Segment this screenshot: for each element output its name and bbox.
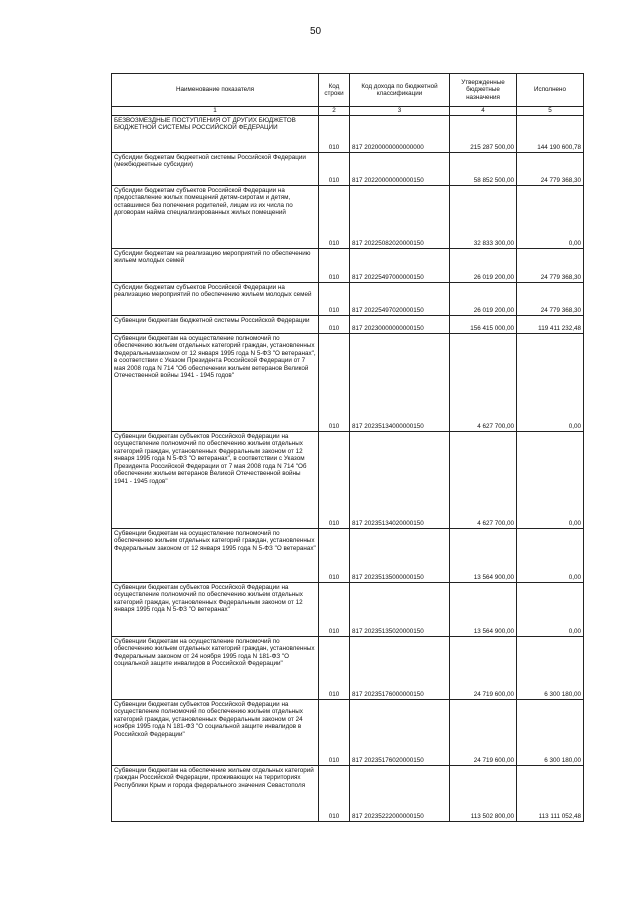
table-row <box>112 283 584 316</box>
header-line-code: Код строки <box>319 74 350 107</box>
column-number: 3 <box>350 107 450 116</box>
table-row <box>112 334 584 432</box>
table-row <box>112 700 584 766</box>
row-approved: 24 719 600,00 <box>450 637 517 700</box>
column-number: 2 <box>319 107 350 116</box>
column-number: 5 <box>517 107 584 116</box>
row-code: 010 <box>319 334 350 432</box>
row-code: 010 <box>319 529 350 583</box>
table-row <box>112 316 584 334</box>
row-name: Субвенции бюджетам на осуществление полномочий по обеспечению жильем отдельных категорий граждан, установленных Федеральным законом от 12 января 1995 года N 5-ФЗ "О ветеранах" <box>112 529 319 583</box>
row-code: 010 <box>319 316 350 334</box>
row-name: Субвенции бюджетам субъектов Российской Федерации на осуществление полномочий по обеспечению жильем отдельных категорий граждан, установленных Федеральным законом от 12 января 1995 года N 5-ФЗ "О ветеранах" <box>112 583 319 637</box>
row-approved: 113 502 800,00 <box>450 766 517 822</box>
row-approved: 215 287 500,00 <box>450 116 517 153</box>
row-approved: 26 019 200,00 <box>450 249 517 283</box>
header-indicator-name: Наименование показателя <box>112 74 319 107</box>
table-row <box>112 153 584 186</box>
table-row <box>112 583 584 637</box>
row-code: 010 <box>319 153 350 186</box>
column-number: 4 <box>450 107 517 116</box>
row-name: БЕЗВОЗМЕЗДНЫЕ ПОСТУПЛЕНИЯ ОТ ДРУГИХ БЮДЖЕТОВ БЮДЖЕТНОЙ СИСТЕМЫ РОССИЙСКОЙ ФЕДЕРАЦИИ <box>112 116 319 153</box>
page-number: 50 <box>309 26 322 37</box>
row-kbk: 817 20225497020000150 <box>350 283 450 316</box>
row-code: 010 <box>319 583 350 637</box>
row-kbk: 817 20220000000000150 <box>350 153 450 186</box>
row-code: 010 <box>319 186 350 249</box>
row-approved: 26 019 200,00 <box>450 283 517 316</box>
row-executed: 0,00 <box>517 432 584 529</box>
row-executed: 0,00 <box>517 334 584 432</box>
row-kbk: 817 20235134000000150 <box>350 334 450 432</box>
row-kbk: 817 20235176000000150 <box>350 637 450 700</box>
row-name: Субсидии бюджетам субъектов Российской Федерации на предоставление жилых помещений детям-сиротам и детям, оставшимся без попечения родителей, лицам из их числа по договорам найма специализированных жилых помещений <box>112 186 319 249</box>
row-executed: 24 779 368,30 <box>517 249 584 283</box>
header-executed: Исполнено <box>517 74 584 107</box>
table-row <box>112 529 584 583</box>
row-executed: 0,00 <box>517 529 584 583</box>
column-number: 1 <box>112 107 319 116</box>
row-approved: 4 627 700,00 <box>450 432 517 529</box>
row-kbk: 817 20230000000000150 <box>350 316 450 334</box>
row-approved: 32 833 300,00 <box>450 186 517 249</box>
row-code: 010 <box>319 283 350 316</box>
row-approved: 24 719 600,00 <box>450 700 517 766</box>
row-code: 010 <box>319 637 350 700</box>
row-executed: 144 190 600,78 <box>517 116 584 153</box>
row-code: 010 <box>319 766 350 822</box>
row-name: Субвенции бюджетам бюджетной системы Российской Федерации <box>112 316 319 334</box>
row-executed: 0,00 <box>517 186 584 249</box>
row-code: 010 <box>319 249 350 283</box>
table-row <box>112 637 584 700</box>
row-name: Субвенции бюджетам на осуществление полномочий по обеспечению жильем отдельных категорий граждан, установленных Федеральным законом от 24 ноября 1995 года N 181-ФЗ "О социальной защите инвалидов в Российской Федерации" <box>112 637 319 700</box>
row-kbk: 817 20235222000000150 <box>350 766 450 822</box>
table-row <box>112 249 584 283</box>
row-approved: 13 564 900,00 <box>450 583 517 637</box>
row-name: Субсидии бюджетам субъектов Российской Федерации на реализацию мероприятий по обеспечению жильем молодых семей <box>112 283 319 316</box>
row-approved: 58 852 500,00 <box>450 153 517 186</box>
row-executed: 24 779 368,30 <box>517 153 584 186</box>
column-number-row <box>112 107 584 116</box>
row-code: 010 <box>319 700 350 766</box>
row-approved: 13 564 900,00 <box>450 529 517 583</box>
row-kbk: 817 20225082020000150 <box>350 186 450 249</box>
row-name: Субвенции бюджетам на обеспечение жильем отдельных категорий граждан Российской Федерации, проживающих на территориях Республики Крым и города федерального значения Севастополя <box>112 766 319 822</box>
row-executed: 113 111 052,48 <box>517 766 584 822</box>
row-name: Субсидии бюджетам бюджетной системы Российской Федерации (межбюджетные субсидии) <box>112 153 319 186</box>
row-executed: 6 300 180,00 <box>517 700 584 766</box>
row-code: 010 <box>319 116 350 153</box>
row-executed: 24 779 368,30 <box>517 283 584 316</box>
table-row <box>112 186 584 249</box>
table-row <box>112 116 584 153</box>
table-row <box>112 432 584 529</box>
header-income-code: Код дохода по бюджетной классификации <box>350 74 450 107</box>
row-executed: 0,00 <box>517 583 584 637</box>
row-executed: 119 411 232,48 <box>517 316 584 334</box>
row-code: 010 <box>319 432 350 529</box>
row-approved: 156 415 000,00 <box>450 316 517 334</box>
row-name: Субвенции бюджетам субъектов Российской Федерации на осуществление полномочий по обеспечению жильем отдельных категорий граждан, установленных Федеральным законом от 12 января 1995 года N 5-ФЗ "О ветеранах", в соответствии с Указом Президента Российской Федерации от 7 мая 2008 года N 714 "Об обеспечении жильем ветеранов Великой Отечественной войны 1941 - 1945 годов" <box>112 432 319 529</box>
row-name: Субвенции бюджетам на осуществление полномочий по обеспечению жильем отдельных категорий граждан, установленных Федеральнымзаконом от 12 января 1995 года N 5-ФЗ "О ветеранах", в соответствии с Указом Президента Российской Федерации от 7 мая 2008 года N 714 "Об обеспечении жильем ветеранов Великой Отечественной войны 1941 - 1945 годов" <box>112 334 319 432</box>
table-header-row <box>112 74 584 107</box>
budget-execution-table <box>111 73 584 822</box>
row-executed: 6 300 180,00 <box>517 637 584 700</box>
table-row <box>112 766 584 822</box>
row-name: Субвенции бюджетам субъектов Российской Федерации на осуществление полномочий по обеспечению жильем отдельных категорий граждан, установленных Федеральным законом от 24 ноября 1995 года N 181-ФЗ "О социальной защите инвалидов в Российской Федерации" <box>112 700 319 766</box>
row-approved: 4 627 700,00 <box>450 334 517 432</box>
row-kbk: 817 20225497000000150 <box>350 249 450 283</box>
row-kbk: 817 20200000000000000 <box>350 116 450 153</box>
row-name: Субсидии бюджетам на реализацию мероприятий по обеспечению жильем молодых семей <box>112 249 319 283</box>
row-kbk: 817 20235134020000150 <box>350 432 450 529</box>
row-kbk: 817 20235135020000150 <box>350 583 450 637</box>
row-kbk: 817 20235135000000150 <box>350 529 450 583</box>
header-approved: Утвержденные бюджетные назначения <box>450 74 517 107</box>
row-kbk: 817 20235176020000150 <box>350 700 450 766</box>
